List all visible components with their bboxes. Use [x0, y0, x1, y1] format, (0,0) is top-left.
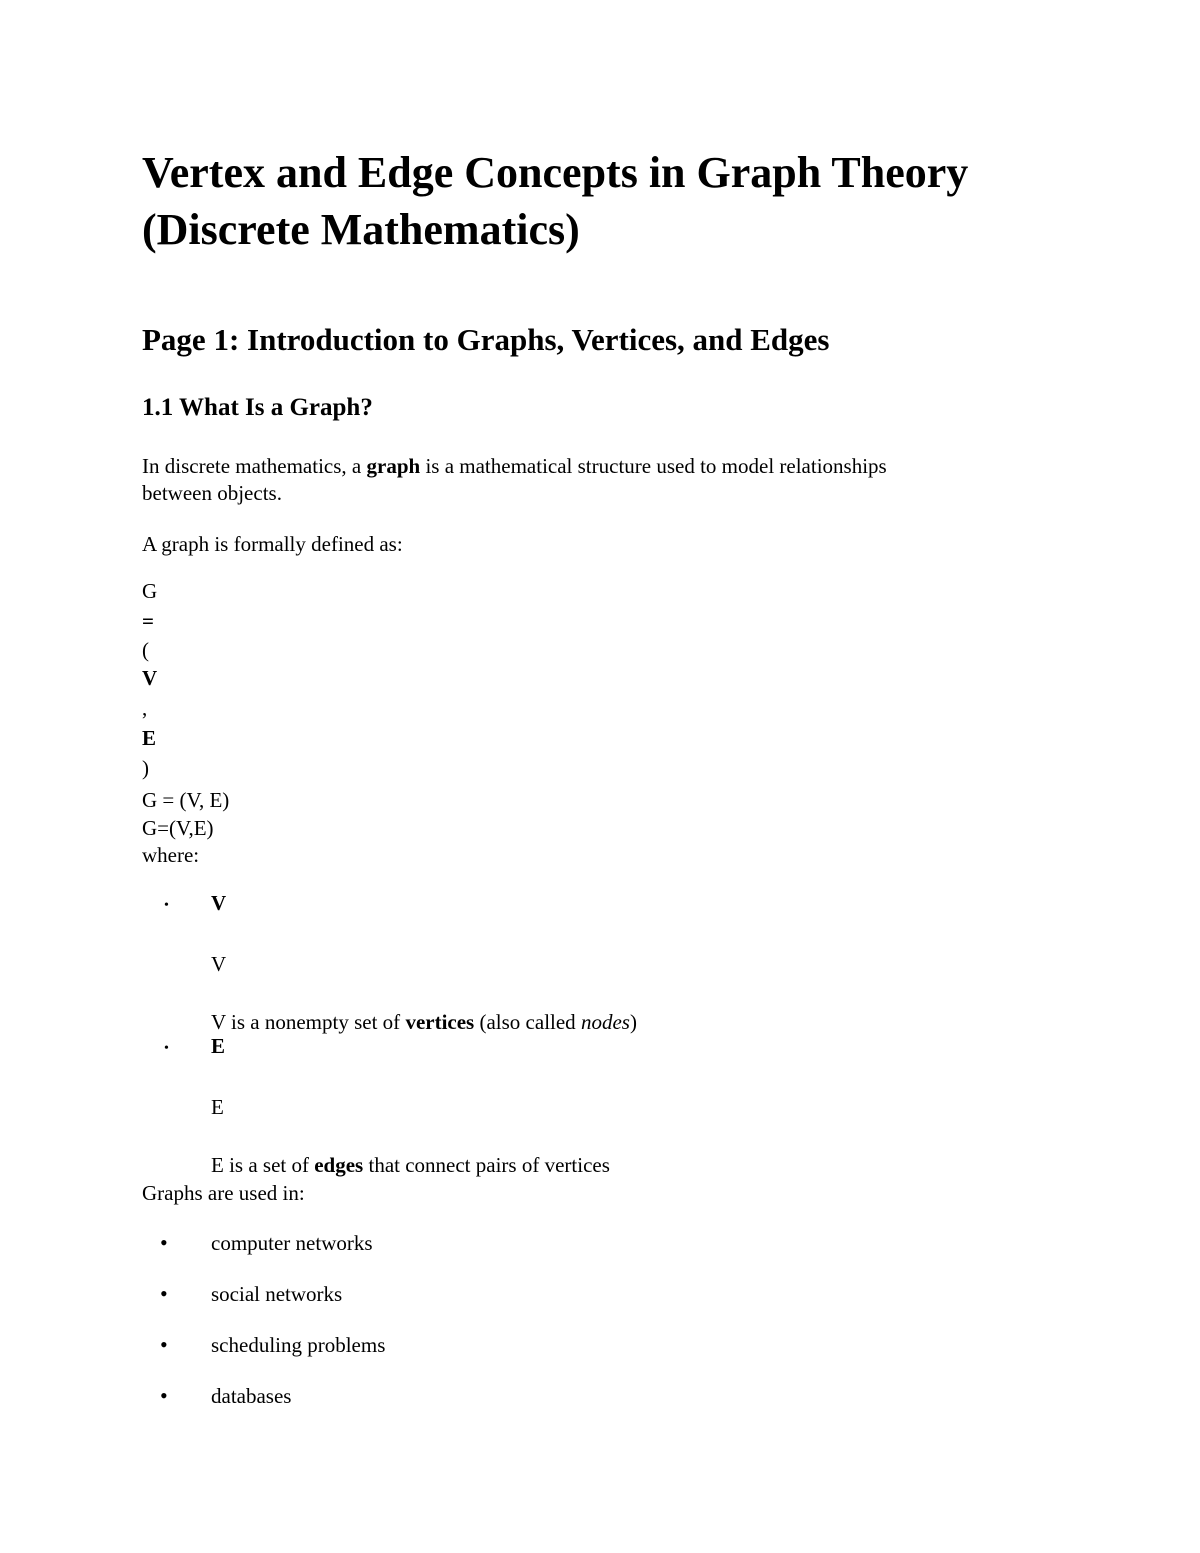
- bullet-icon: •: [160, 1383, 168, 1408]
- definition-e-text: [211, 1152, 610, 1179]
- definition-e-text-end: that connect pairs of vertices: [363, 1153, 610, 1177]
- bullet-icon: •: [164, 898, 169, 913]
- formula-plain: G = (V, E): [142, 788, 230, 812]
- document-title-line-1: Vertex and Edge Concepts in Graph Theory: [142, 148, 969, 197]
- document-title-line-2: (Discrete Mathematics): [142, 205, 580, 254]
- definition-v-nodes-term: nodes: [580, 1010, 630, 1034]
- where-label: where:: [142, 843, 200, 867]
- uses-intro: Graphs are used in:: [142, 1181, 305, 1205]
- page-heading: Page 1: Introduction to Graphs, Vertices, and Edges: [142, 322, 830, 357]
- intro-paragraph-line-2: between objects.: [142, 481, 282, 505]
- list-item: databases: [211, 1384, 292, 1408]
- math-token: (: [142, 638, 149, 662]
- list-item: scheduling problems: [211, 1333, 386, 1357]
- list-item: computer networks: [211, 1231, 373, 1255]
- list-item: social networks: [211, 1282, 343, 1306]
- definition-e-text-start: E is a set of: [211, 1153, 315, 1177]
- definition-v-text-mid: (also called: [474, 1010, 581, 1034]
- definition-symbol-e-plain: E: [211, 1095, 224, 1119]
- definition-e-edges-term: edges: [314, 1153, 364, 1177]
- math-token: V: [142, 666, 158, 690]
- section-heading: 1.1 What Is a Graph?: [142, 394, 373, 421]
- bullet-icon: •: [160, 1281, 168, 1306]
- intro-paragraph-line-1: [142, 453, 887, 480]
- intro-graph-term: graph: [366, 454, 421, 478]
- definition-symbol-v-plain: V: [211, 952, 227, 976]
- math-token: G: [142, 579, 158, 603]
- definition-v-vertices-term: vertices: [405, 1010, 475, 1034]
- definition-v-text-end: ): [629, 1010, 637, 1034]
- math-token: E: [142, 726, 157, 750]
- formula-compact: G=(V,E): [142, 816, 214, 840]
- definition-v-text: [211, 1009, 637, 1036]
- math-token: ,: [142, 696, 148, 720]
- definition-symbol-e: E: [211, 1034, 226, 1058]
- intro-text-start: In discrete mathematics, a: [142, 454, 367, 478]
- bullet-icon: •: [160, 1332, 168, 1357]
- bullet-icon: •: [160, 1230, 168, 1255]
- formal-definition-text: A graph is formally defined as:: [142, 532, 403, 556]
- bullet-icon: •: [164, 1041, 169, 1056]
- definition-symbol-v: V: [211, 891, 227, 915]
- intro-text-end: is a mathematical structure used to model relationships: [420, 454, 887, 478]
- definition-v-text-start: V is a nonempty set of: [211, 1010, 406, 1034]
- math-token: =: [142, 609, 154, 633]
- math-token: ): [142, 756, 149, 780]
